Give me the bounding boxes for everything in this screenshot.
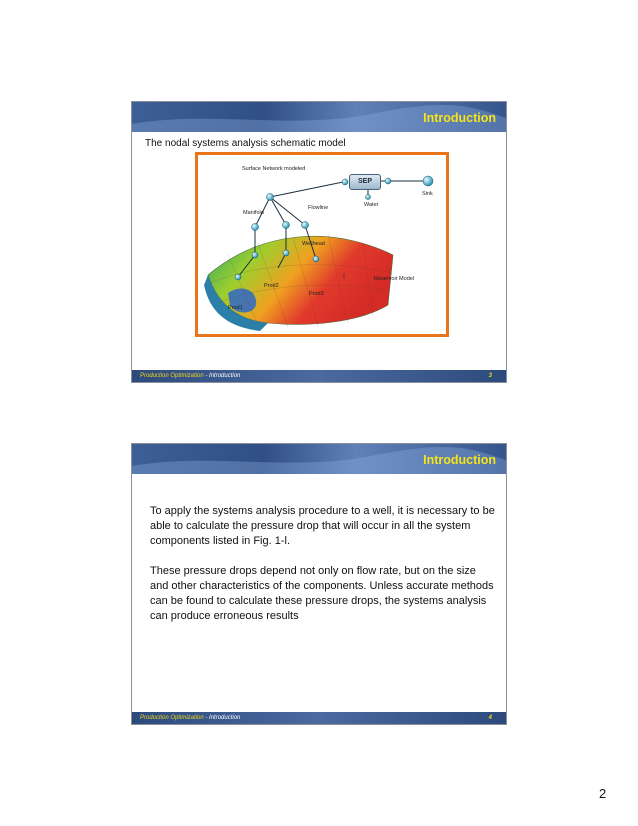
prod3-label: Prod3 [309, 291, 324, 297]
paragraph-2: These pressure drops depend not only on flow rate, but on the size and other characteristics of the components. Unless accurate methods can be found to calculate these pressure drops, the systems analysis can produce erroneous results [150, 565, 494, 622]
slide-caption: The nodal systems analysis schematic model [145, 138, 346, 149]
surface-network-label: Surface Network modeled [242, 166, 306, 172]
water-label: Water [364, 202, 379, 208]
slide-number: 4 [488, 715, 492, 721]
slide-header [132, 102, 506, 132]
slide-body [150, 504, 495, 639]
slide-3 [131, 101, 507, 383]
prod2-label: Prod2 [264, 283, 279, 289]
slide-title: Introduction [423, 111, 496, 125]
footer-section: - Introduction [203, 373, 241, 379]
footer-course: Production Optimization - Introduction [140, 715, 241, 721]
flowline-label: Flowline [308, 205, 329, 211]
page-number: 2 [599, 786, 607, 801]
schematic-figure [195, 152, 449, 337]
slide-title: Introduction [423, 453, 496, 467]
slide-4 [131, 443, 507, 725]
slide-number: 3 [488, 373, 492, 379]
slide-header [132, 444, 506, 474]
separator-box: SEP [349, 174, 381, 190]
manifold-label: Manifold [243, 210, 264, 216]
slide-footer [132, 712, 506, 724]
footer-section: - Introduction [203, 715, 241, 721]
wellhead-label: Wellhead [302, 241, 325, 247]
prod1-label: Prod1 [228, 305, 243, 311]
slide-footer [132, 370, 506, 382]
reservoir-model-label: Reservoir Model [374, 276, 415, 282]
sink-label: Sink [422, 191, 433, 197]
paragraph-1: To apply the systems analysis procedure to a well, it is necessary to be able to calculate the pressure drop that will occur in all the system components listed in Fig. 1-l. [150, 505, 495, 547]
footer-course: Production Optimization - Introduction [140, 373, 241, 379]
